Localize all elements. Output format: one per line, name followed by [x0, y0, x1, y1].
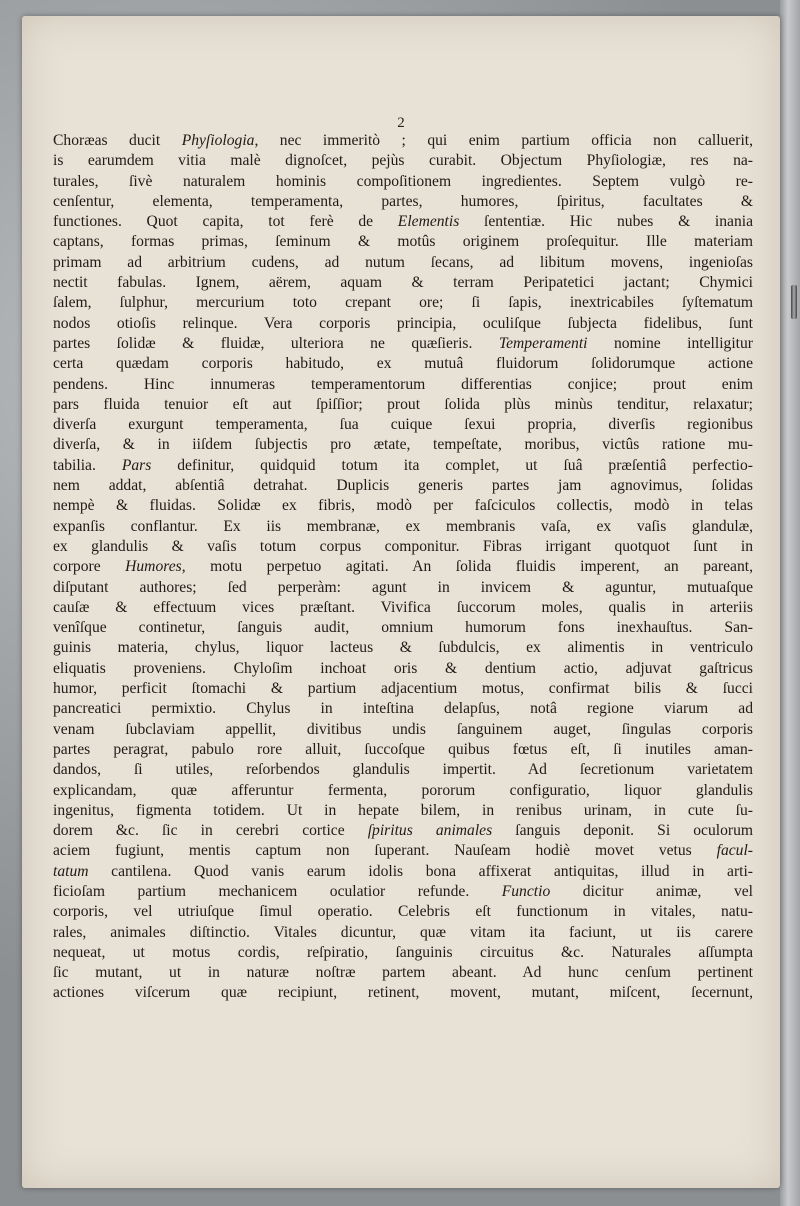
right-edge [780, 0, 800, 1206]
text-segment: ſalem, ſulphur, mercurium toto crepant ore; ſi ſapis, inextricabiles ſyſtematum [53, 294, 753, 312]
text-segment: explicandam, quæ afferuntur fermenta, pororum configuratio, liquor glandulis [53, 781, 753, 799]
text-line [53, 902, 753, 922]
text-line [53, 293, 753, 313]
text-segment: nectit fabulas. Ignem, aërem, aquam & terram Peripatetici jactant; Chymici [53, 274, 753, 292]
text-line [53, 659, 753, 679]
text-segment: captans, formas primas, ſeminum & motûs originem proſequitur. Ille materiam [53, 233, 753, 251]
text-segment: tabilia. [53, 456, 122, 474]
text-segment: guinis materia, chylus, liquor lacteus & ſubdulcis, ex alimentis in ventriculo [53, 639, 753, 657]
text-segment: turales, ſivè naturalem hominis compoſitionem ingredientes. Septem vulgò re- [53, 172, 753, 190]
text-line [53, 882, 753, 902]
text-line [53, 314, 753, 334]
text-segment: dicitur animæ, vel [550, 882, 753, 900]
italic-segment: facul- [716, 842, 753, 860]
text-line [53, 375, 753, 395]
text-line [53, 395, 753, 415]
text-segment: , motu perpetuo agitati. An ſolida fluidis imperent, an pareant, [181, 558, 753, 576]
text-line [53, 131, 753, 151]
italic-segment: Pars [121, 456, 152, 474]
text-line [53, 841, 753, 861]
text-line [53, 192, 753, 212]
text-segment: nempè & fluidas. Solidæ ex fibris, modò per faſciculos collectis, modò in telas [53, 497, 753, 515]
text-line [53, 821, 753, 841]
text-segment: aciem fugiunt, mentis captum non ſuperant. Nauſeam hodiè movet vetus [53, 842, 717, 860]
text-segment: functiones. Quot capita, tot ferè de [53, 213, 398, 231]
text-segment: pancreatici permixtio. Chylus in inteſtina delapſus, notâ regione viarum ad [53, 700, 753, 718]
text-segment: diverſa exurgunt temperamenta, ſua cuique ſexui propria, diverſis regionibus [53, 416, 753, 434]
text-line [53, 740, 753, 760]
text-line [53, 435, 753, 455]
text-segment: venîſque continetur, ſanguis audit, omnium humorum fons inexhauſtus. San- [53, 619, 753, 637]
text-line [53, 638, 753, 658]
text-segment: ficioſam partium mechanicem oculatior refunde. [53, 882, 502, 900]
text-line [53, 943, 753, 963]
text-line [53, 517, 753, 537]
text-line [53, 334, 753, 354]
text-segment: cenſentur, elementa, temperamenta, partes, humores, ſpiritus, facultates & [53, 192, 753, 210]
italic-segment: Elementis [397, 213, 460, 231]
text-line [53, 476, 753, 496]
text-line [53, 273, 753, 293]
text-line [53, 720, 753, 740]
italic-segment: Phyſiologia [181, 132, 255, 149]
text-segment: Choræas ducit [53, 132, 182, 149]
text-line [53, 699, 753, 719]
text-segment: humor, perficit ſtomachi & partium adjacentium motus, confirmat bilis & ſucci [53, 680, 753, 698]
text-segment: nomine intelligitur [587, 334, 753, 352]
text-line [53, 496, 753, 516]
text-segment: pars fluida tenuior eſt aut ſpiſſior; prout ſolida plùs minùs tenditur, relaxatur; [53, 395, 753, 413]
page-number: 2 [397, 115, 405, 131]
italic-segment: Functio [501, 882, 551, 900]
text-line [53, 578, 753, 598]
text-segment: cauſæ & effectuum vices præſtant. Vivifica ſuccorum moles, qualis in arteriis [53, 598, 753, 616]
text-line [53, 253, 753, 273]
text-line [53, 415, 753, 435]
text-segment: primam ad arbitrium cudens, ad nutum ſecans, ad libitum movens, ingenioſas [53, 253, 753, 271]
text-line [53, 923, 753, 943]
body-text [53, 131, 753, 1004]
text-line [53, 801, 753, 821]
italic-segment: Humores [125, 558, 182, 576]
pin-decoration [791, 285, 797, 319]
text-segment: cantilena. Quod vanis earum idolis bona affixerat antiquitas, illud in arti- [88, 862, 753, 880]
text-segment: dandos, ſi utiles, reſorbendos glandulis impertit. Ad ſecretionum varietatem [53, 761, 753, 779]
text-line [53, 618, 753, 638]
text-segment: ſententiæ. Hic nubes & inania [459, 213, 753, 231]
text-segment: expanſis conflantur. Ex iis membranæ, ex membranis vaſa, ex vaſis glandulæ, [53, 517, 753, 535]
text-segment: venam ſubclaviam appellit, divitibus undis ſanguinem auget, ſingulas corporis [53, 720, 753, 738]
text-line [53, 456, 753, 476]
text-line [53, 557, 753, 577]
text-line [53, 598, 753, 618]
text-line [53, 537, 753, 557]
text-segment: nem addat, abſentiâ detrahat. Duplicis generis partes jam agnovimus, ſolidas [53, 477, 753, 495]
text-line [53, 963, 753, 983]
text-segment: nequeat, ut motus cordis, reſpiratio, ſanguinis circuitus &c. Naturales aſſumpta [53, 943, 753, 961]
document-page [22, 16, 780, 1188]
text-segment: nodos otioſis relinque. Vera corporis principia, oculiſque ſubjecta fidelibus, ſunt [53, 314, 753, 332]
text-line [53, 983, 753, 1003]
text-segment: certa quædam corporis habitudo, ex mutuâ fluidorum ſolidorumque actione [53, 355, 753, 373]
text-segment: rales, animales diſtinctio. Vitales dicuntur, quæ vitam ita faciunt, ut iis carere [53, 923, 753, 941]
text-segment: , nec immeritò ; qui enim partium officia non calluerit, [254, 132, 753, 149]
text-segment: partes peragrat, pabulo rore alluit, ſuccoſque quibus fœtus eſt, ſi inutiles aman- [53, 740, 753, 758]
text-line [53, 151, 753, 171]
text-segment: ſanguis deponit. Si oculorum [492, 822, 753, 840]
text-segment: ex glandulis & vaſis totum corpus componitur. Fibras irrigant quotquot ſunt in [53, 537, 753, 555]
text-line [53, 679, 753, 699]
text-segment: dorem &c. ſic in cerebri cortice [53, 822, 368, 840]
text-segment: is earumdem vitia malè dignoſcet, pejùs curabit. Objectum Phyſiologiæ, res na- [53, 152, 753, 170]
text-line [53, 354, 753, 374]
text-line [53, 760, 753, 780]
text-segment: ingenitus, figmenta totidem. Ut in hepate bilem, in renibus urinam, in cute ſu- [53, 801, 753, 819]
italic-segment: ſpiritus animales [367, 822, 493, 840]
text-segment: partes ſolidæ & fluidæ, ulteriora ne quæſieris. [53, 334, 499, 352]
text-line [53, 212, 753, 232]
italic-segment: tatum [53, 862, 89, 880]
text-segment: pendens. Hinc innumeras temperamentorum differentias conjice; prout enim [53, 375, 753, 393]
text-line [53, 232, 753, 252]
text-segment: corpore [53, 558, 126, 576]
text-segment: definitur, quidquid totum ita complet, ut ſuâ præſentiâ perfectio- [151, 456, 753, 474]
text-segment: actiones viſcerum quæ recipiunt, retinent, movent, mutant, miſcent, ſecernunt, [53, 984, 753, 1002]
text-segment: diſputant authores; ſed perperàm: agunt in invicem & aguntur, mutuaſque [53, 578, 753, 596]
italic-segment: Temperamenti [498, 334, 588, 352]
text-line [53, 172, 753, 192]
text-segment: ſic mutant, ut in naturæ noſtræ partem abeant. Ad hunc cenſum pertinent [53, 964, 753, 982]
text-line [53, 862, 753, 882]
text-segment: eliquatis proveniens. Chyloſim inchoat oris & dentium actio, adjuvat gaſtricus [53, 659, 753, 677]
text-segment: diverſa, & in iiſdem ſubjectis pro ætate, tempeſtate, moribus, victûs ratione mu- [53, 436, 753, 454]
text-line [53, 781, 753, 801]
text-segment: corporis, vel utriuſque ſimul operatio. Celebris eſt functionum in vitales, natu- [53, 903, 753, 921]
